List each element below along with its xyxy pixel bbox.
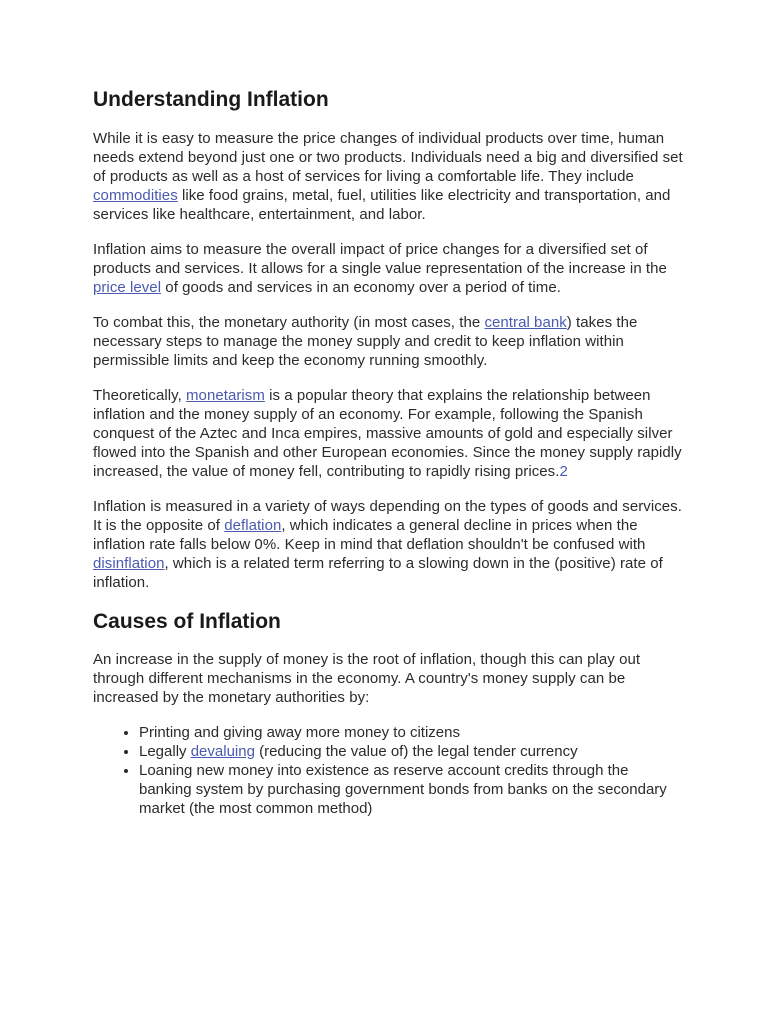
causes-list — [93, 723, 683, 818]
link-disinflation[interactable]: disinflation — [93, 555, 165, 572]
paragraph-text: Inflation is measured in a variety of ways depending on the types of goods and services. It is the opposite of — [93, 498, 682, 534]
paragraph-text: , which is a related term referring to a slowing down in the (positive) rate of inflation. — [93, 555, 663, 591]
footnote-reference[interactable]: 2 — [559, 463, 568, 480]
link-commodities[interactable]: commodities — [93, 187, 178, 204]
heading-causes-of-inflation: Causes of Inflation — [93, 610, 281, 633]
paragraph-4 — [93, 386, 683, 481]
paragraph-text: Inflation aims to measure the overall impact of price changes for a diversified set of products and services. It allows for a single value representation of the increase in the — [93, 241, 667, 277]
paragraph-1 — [93, 129, 683, 224]
list-item-text: (reducing the value of) the legal tender currency — [254, 743, 578, 760]
link-central-bank[interactable]: central bank — [484, 314, 567, 331]
paragraph-text: While it is easy to measure the price changes of individual products over time, human needs extend beyond just one or two products. Individuals need a big and diversified set of products as well as a host of services for living a comfortable life. They include — [93, 130, 683, 185]
paragraph-text: ) takes the necessary steps to manage the money supply and credit to keep inflation within permissible limits and keep the economy running smoothly. — [93, 314, 638, 369]
paragraph-text: like food grains, metal, fuel, utilities like electricity and transportation, and services like healthcare, entertainment, and labor. — [93, 187, 671, 223]
paragraph-text: Theoretically, — [93, 387, 187, 404]
paragraph-text: , which indicates a general decline in prices when the inflation rate falls below 0%. Keep in mind that deflation shouldn't be confused with — [93, 517, 646, 553]
paragraph-text: of goods and services in an economy over a period of time. — [161, 279, 561, 296]
document-page — [93, 86, 683, 818]
link-deflation[interactable]: deflation — [224, 517, 282, 534]
paragraph-text: is a popular theory that explains the relationship between inflation and the money supply of an economy. For example, following the Spanish conquest of the Aztec and Inca empires, massive amounts of gold and especially silver flowed into the Spanish and other European economies. Since the money supply rapidly increased, the value of money fell, contributing to rapidly rising prices. — [93, 387, 682, 480]
list-item — [139, 742, 683, 761]
paragraph-2 — [93, 240, 683, 297]
paragraph-5 — [93, 497, 683, 592]
link-monetarism[interactable]: monetarism — [186, 387, 265, 404]
heading-understanding-inflation: Understanding Inflation — [93, 88, 329, 111]
list-item-text: Legally — [139, 743, 191, 760]
link-price-level[interactable]: price level — [93, 279, 162, 296]
list-item: • Loaning new money into existence as reserve account credits through the banking system by purchasing government bonds from banks on the secondary market (the most common method) — [139, 761, 683, 818]
paragraph-3 — [93, 313, 683, 370]
link-devaluing[interactable]: devaluing — [190, 743, 255, 760]
list-item: • Printing and giving away more money to citizens — [139, 723, 683, 742]
paragraph-causes-intro: An increase in the supply of money is the root of inflation, though this can play out through different mechanisms in the economy. A country's money supply can be increased by the monetary authorities by: — [93, 651, 641, 706]
paragraph-text: To combat this, the monetary authority (in most cases, the — [93, 314, 485, 331]
